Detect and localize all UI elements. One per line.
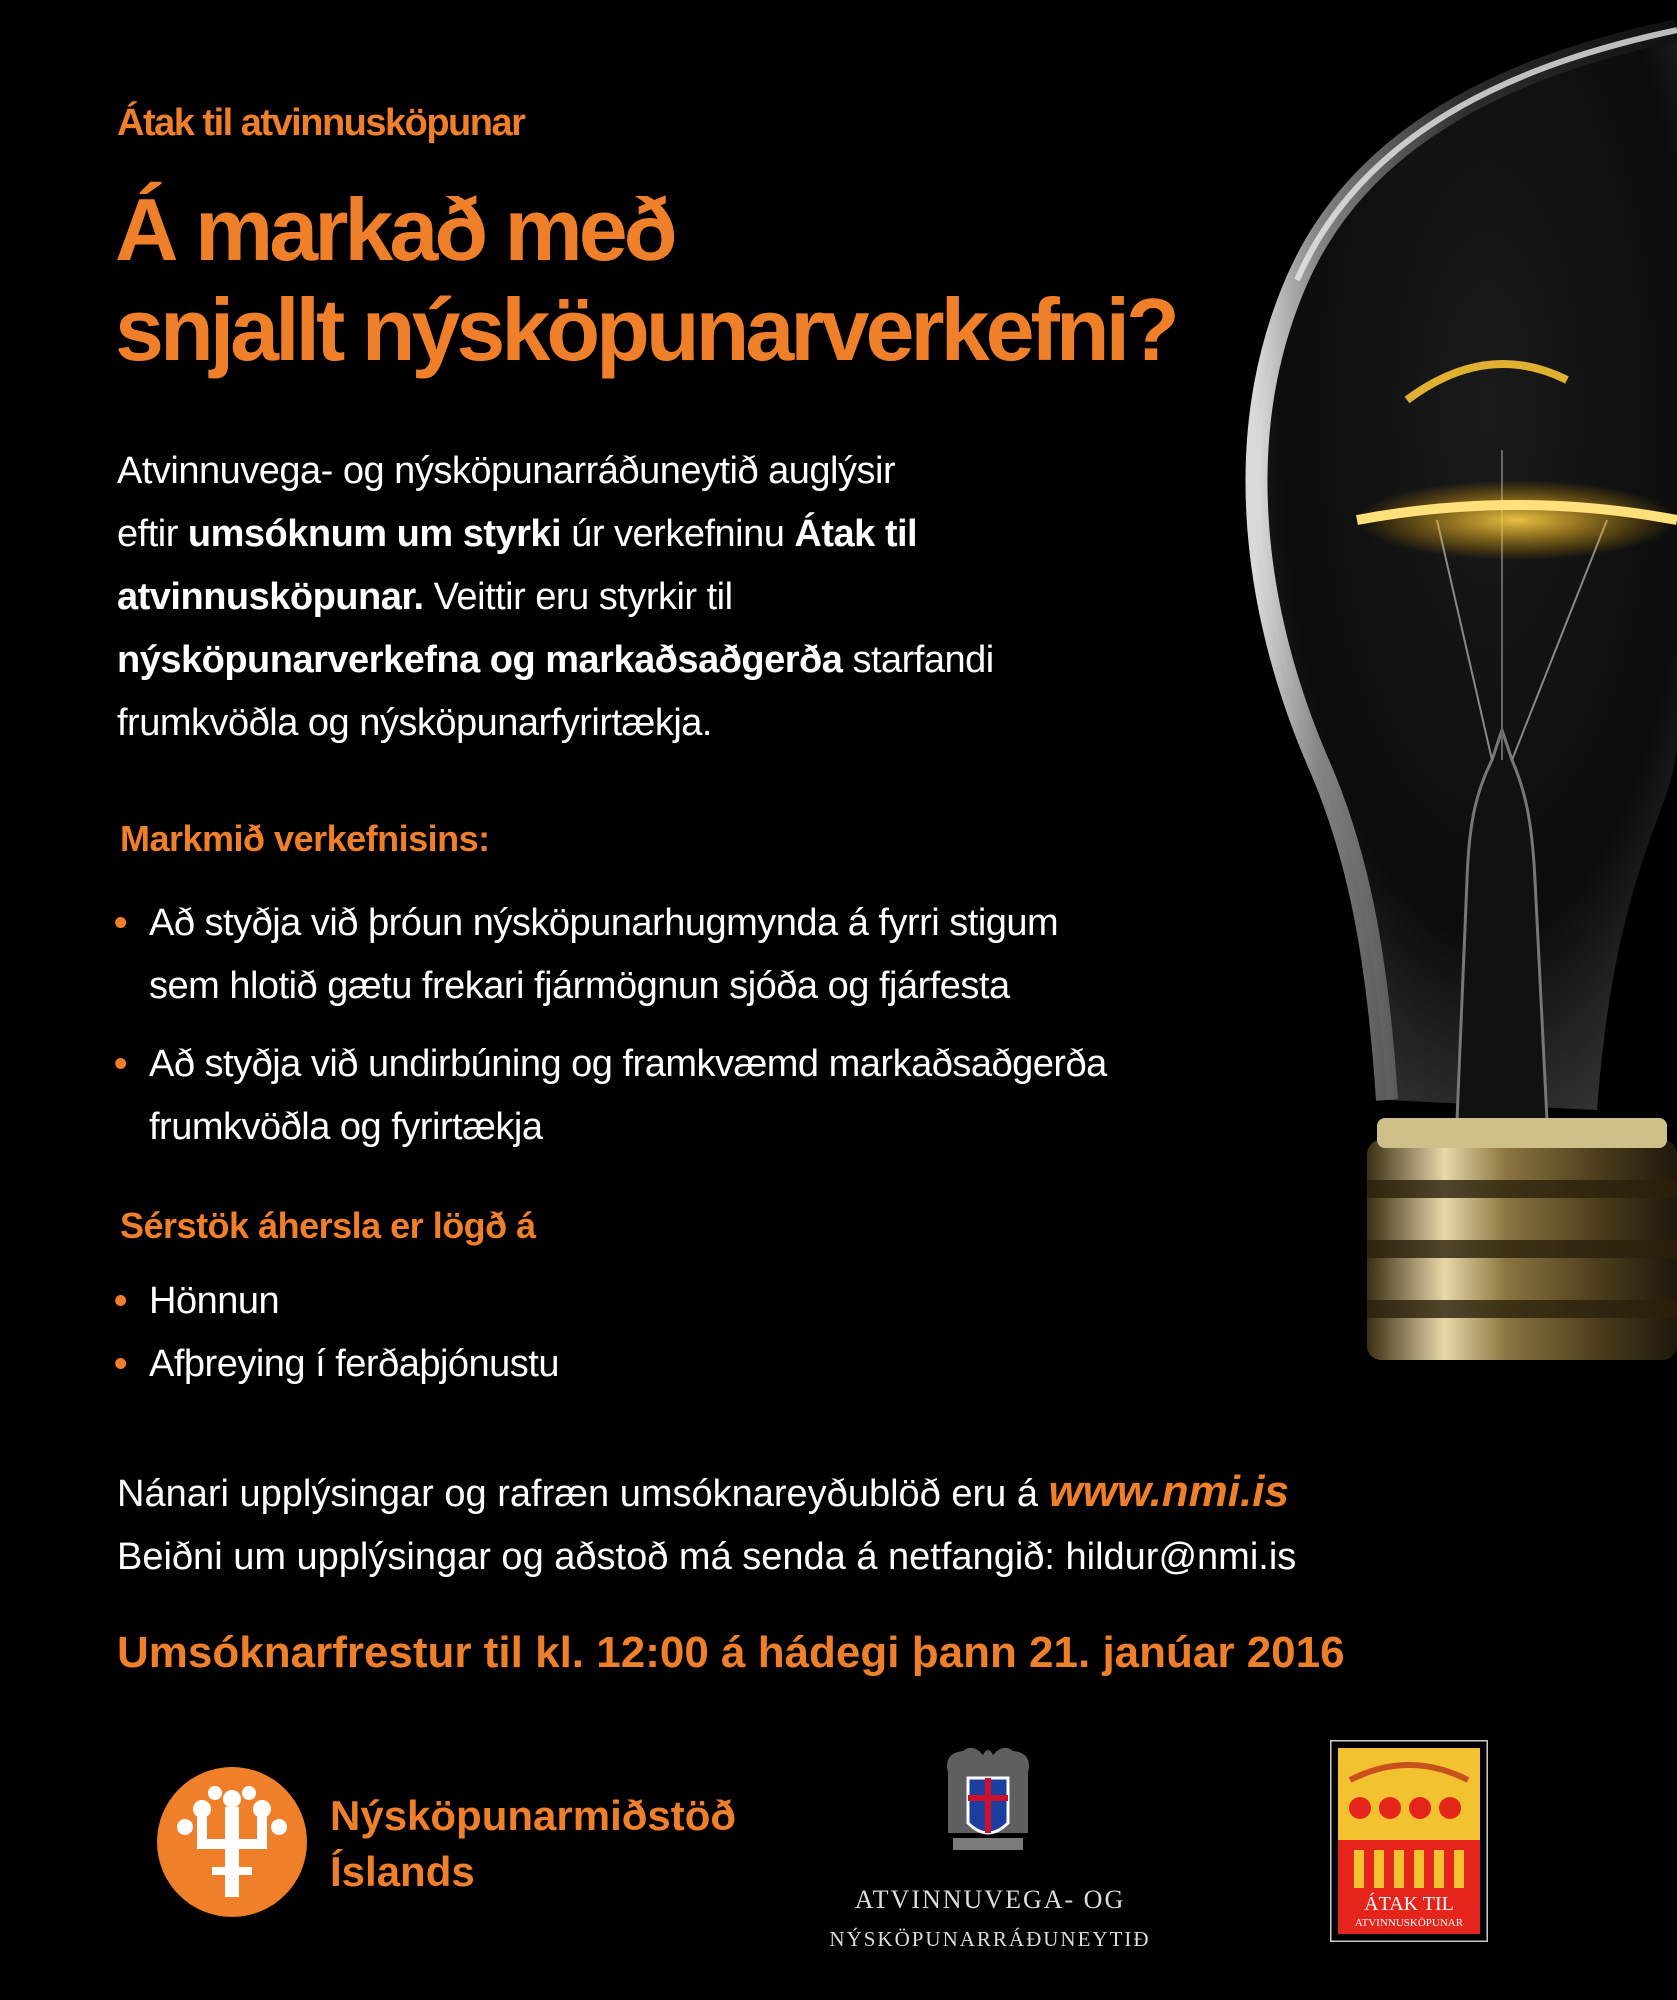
intro-paragraph	[117, 440, 1037, 755]
contact-line-1	[117, 1460, 1296, 1526]
atak-logo-line-1: ÁTAK TIL	[1364, 1893, 1454, 1915]
ministry-name-line: NÝSKÖPUNARRÁÐUNEYTIÐ	[829, 1927, 1151, 1951]
intro-text: eftir	[117, 513, 188, 555]
list-item	[112, 1033, 1242, 1159]
atak-logo	[1330, 1740, 1488, 1942]
list-item-text: frumkvöðla og fyrirtækja	[149, 1106, 543, 1148]
intro-emphasis: nýsköpunarverkefna og markaðsaðgerða	[117, 639, 843, 681]
list-item: • Hönnun	[112, 1270, 559, 1333]
focus-heading: Sérstök áhersla er lögð á	[120, 1205, 536, 1246]
coat-of-arms-icon	[938, 1743, 1038, 1863]
contact-text: Nánari upplýsingar og rafræn umsóknareyðublöð eru á	[117, 1473, 1049, 1515]
intro-text: starfandi frumkvöðla og nýsköpunarfyrirtækja.	[117, 639, 994, 744]
ministry-name-line: ATVINNUVEGA- OG	[854, 1885, 1126, 1914]
list-item-text: • Að styðja við undirbúning og framkvæmd markaðsaðgerða	[149, 1043, 1107, 1085]
intro-text: úr verkefninu	[561, 513, 795, 555]
intro-emphasis: umsóknum um styrki	[187, 513, 562, 555]
eyebrow-title: Átak til atvinnusköpunar	[117, 102, 525, 144]
headline-line-2: snjallt nýsköpunarverkefni?	[115, 280, 1176, 379]
website-link[interactable]: www.nmi.is	[1048, 1467, 1289, 1516]
light-bulb-illustration	[1117, 0, 1677, 1460]
nmi-name-line: Nýsköpunarmiðstöð	[330, 1792, 737, 1839]
intro-text: Veittir eru styrkir til	[423, 576, 733, 618]
nmi-logo-text	[330, 1788, 736, 1900]
intro-emphasis: Átak til atvinnusköpunar.	[117, 513, 918, 618]
nmi-name-line: Íslands	[330, 1848, 475, 1895]
contact-line-2: Beiðni um upplýsingar og aðstoð má senda á netfangið: hildur@nmi.is	[117, 1536, 1297, 1578]
goals-heading: Markmið verkefnisins:	[120, 818, 490, 859]
headline	[115, 180, 1176, 380]
list-item-text: • Að styðja við þróun nýsköpunarhugmynda á fyrri stigum	[149, 902, 1059, 944]
intro-text: Atvinnuvega- og nýsköpunarráðuneytið auglýsir	[117, 450, 896, 492]
focus-list	[112, 1270, 559, 1396]
ministry-logo-text	[790, 1885, 1190, 1952]
list-item-text: sem hlotið gætu frekari fjármögnun sjóða og fjárfesta	[149, 965, 1010, 1007]
headline-line-1: Á markað með	[115, 180, 674, 279]
atak-logo-icon	[1330, 1740, 1488, 1942]
goals-list	[112, 892, 1242, 1174]
list-item: • Afþreying í ferðaþjónustu	[112, 1333, 559, 1396]
contact-info	[117, 1460, 1296, 1589]
list-item	[112, 892, 1242, 1018]
deadline-text: Umsóknarfrestur til kl. 12:00 á hádegi þann 21. janúar 2016	[117, 1628, 1345, 1677]
atak-logo-line-2: ATVINNUSKÖPUNAR	[1354, 1917, 1464, 1929]
tree-logo-icon	[157, 1767, 307, 1917]
